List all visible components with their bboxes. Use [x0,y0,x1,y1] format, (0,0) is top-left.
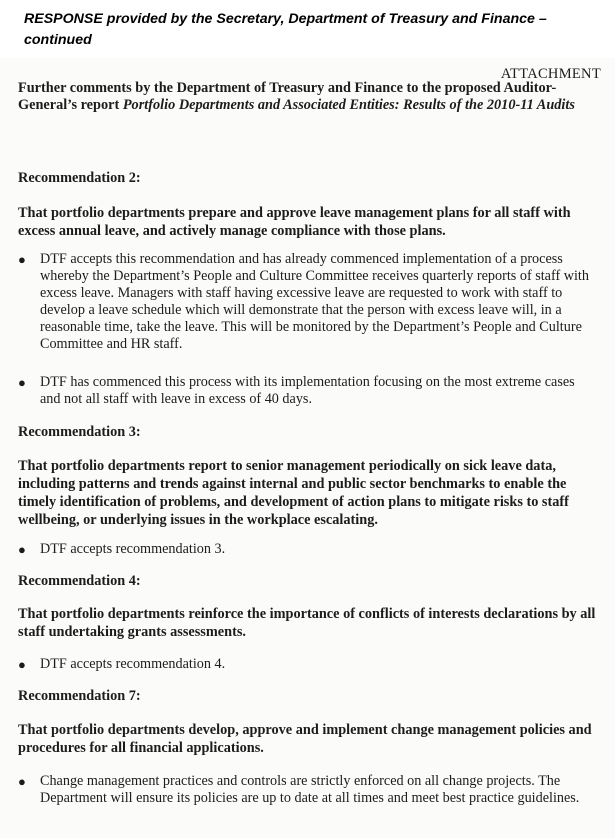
recommendation-3-heading: Recommendation 3: [18,424,141,440]
recommendation-2-bullet-2 [18,374,598,408]
scanned-attachment [0,58,615,838]
attachment-label: ATTACHMENT [500,66,601,82]
bullet-text: DTF accepts recommendation 4. [40,656,226,672]
bullet-icon: ● [18,252,26,267]
intro-text: Further comments by the Department of Treasury and Finance to the proposed Auditor-General’s report [18,80,557,113]
bullet-icon: ● [18,774,26,789]
bullet-icon: ● [18,657,26,672]
recommendation-4-heading: Recommendation 4: [18,573,141,589]
recommendation-4-bullet-1 [18,656,598,673]
bullet-icon: ● [18,542,26,557]
recommendation-2-heading: Recommendation 2: [18,170,141,186]
bullet-icon: ● [18,375,26,390]
intro-paragraph [18,80,598,114]
recommendation-2-bullet-1 [18,251,598,353]
recommendation-2-text: That portfolio departments prepare and approve leave management plans for all staff with excess annual leave, and actively manage compliance with those plans. [18,205,571,239]
recommendation-3-bullet-1 [18,541,598,558]
bullet-text: DTF accepts recommendation 3. [40,541,226,557]
bullet-text: DTF accepts this recommendation and has already commenced implementation of a process whereby the Department’s People and Culture Committee receives quarterly reports of staff with excess leave. Managers with staff having excessive leave are requested to work with staff to develop a leave schedule which will demonstrate that the person with excess leave will, in a reasonable time, take the leave. This will be monitored by the Department’s People and Culture Committee and HR staff. [40,251,589,352]
bullet-text: DTF has commenced this process with its implementation focusing on the most extreme cases and not all staff with leave in excess of 40 days. [40,374,575,407]
report-title: Portfolio Departments and Associated Entities: Results of the 2010-11 Audits [122,97,575,113]
recommendation-4-text: That portfolio departments reinforce the importance of conflicts of interests declarations by all staff undertaking grants assessments. [18,606,596,640]
bullet-text: Change management practices and controls are strictly enforced on all change projects. The Department will ensure its policies are up to date at all times and meet best practice guidelines. [40,773,580,806]
recommendation-7-text: That portfolio departments develop, approve and implement change management policies and procedures for all financial applications. [18,722,592,756]
recommendation-7-heading: Recommendation 7: [18,688,141,704]
recommendation-3-text: That portfolio departments report to senior management periodically on sick leave data, including patterns and trends against internal and public sector benchmarks to enable the timely identification of problems, and development of action plans to mitigate risks to staff wellbeing, or underlying issues in the workplace escalating. [18,458,569,528]
page-header: RESPONSE provided by the Secretary, Department of Treasury and Finance – continued [24,11,547,48]
recommendation-7-bullet-1 [18,773,598,807]
